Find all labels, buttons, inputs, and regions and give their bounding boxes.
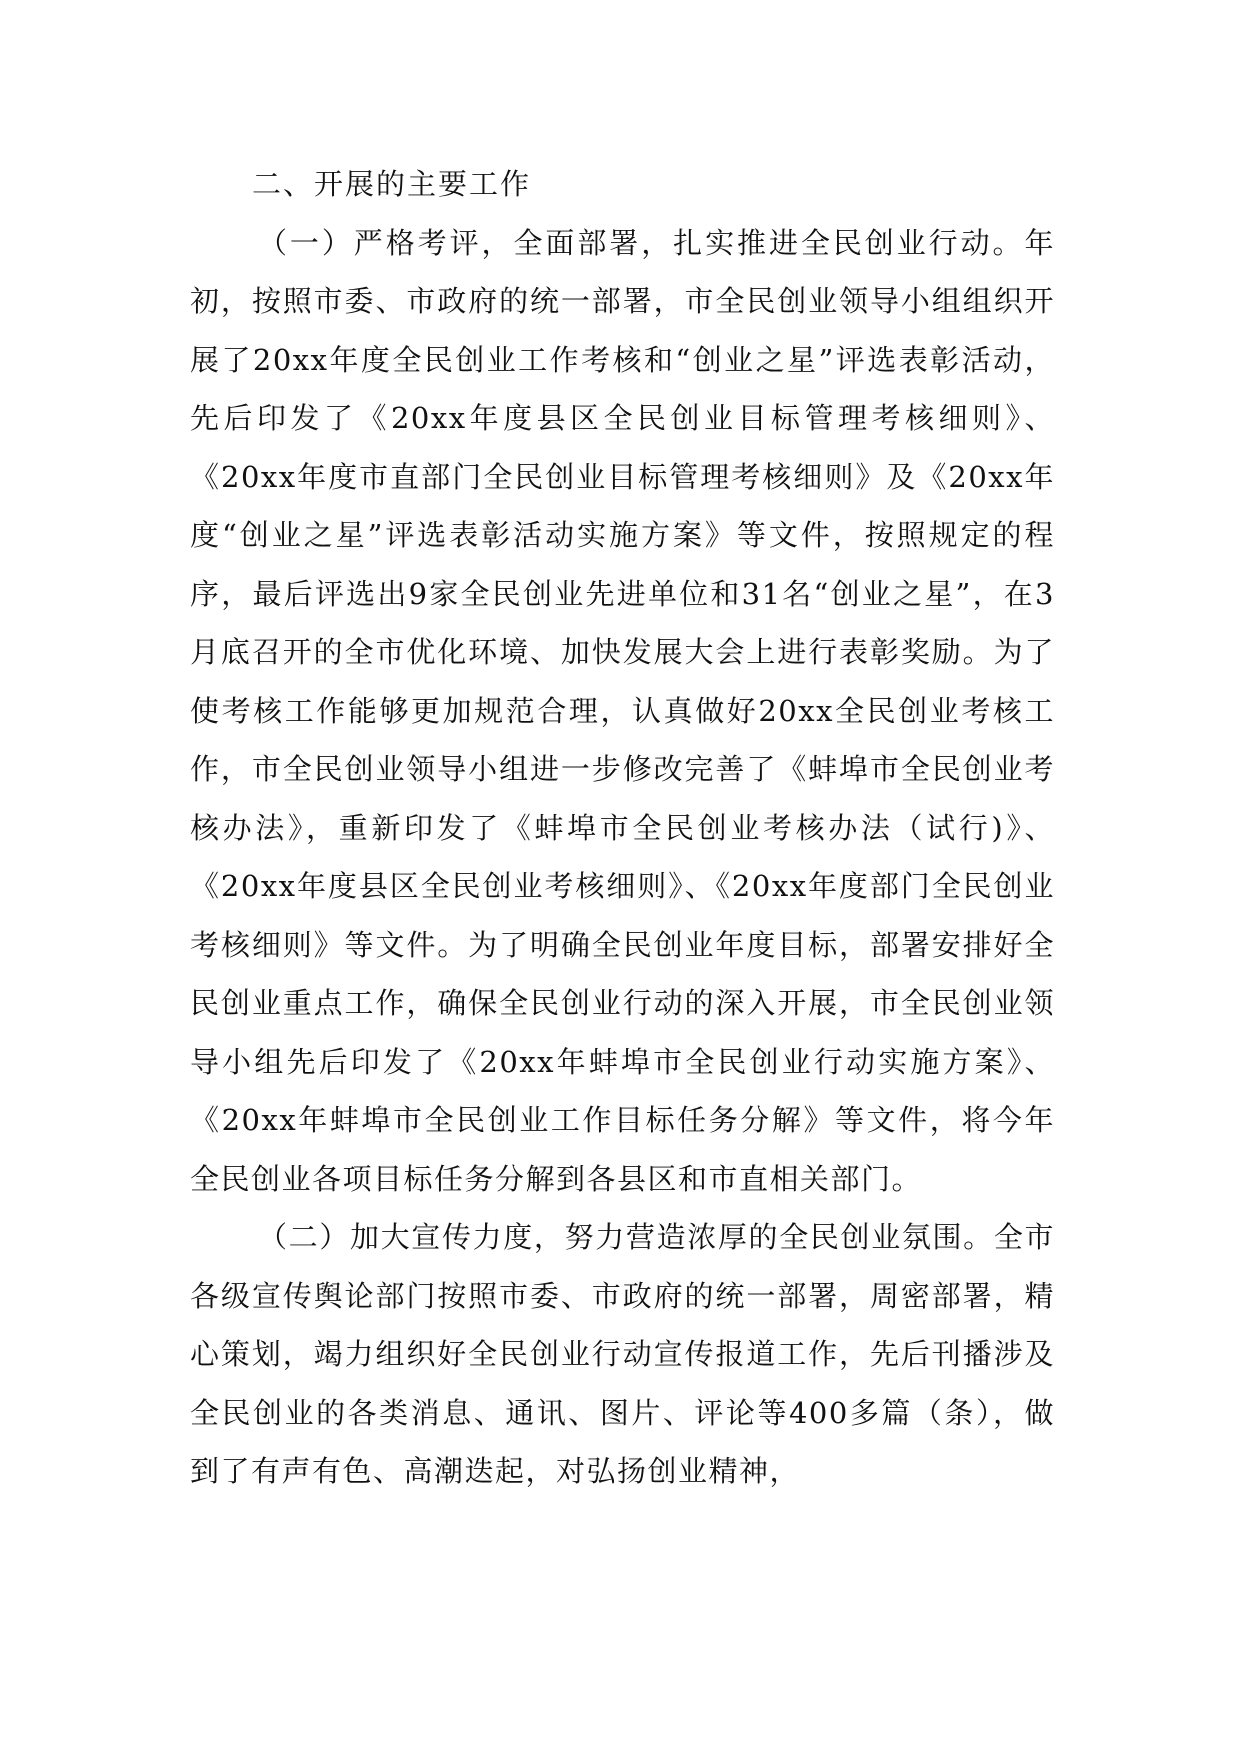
paragraph-2: （二）加大宣传力度，努力营造浓厚的全民创业氛围。全市各级宣传舆论部门按照市委、市政府的统一部署，周密部署，精心策划，竭力组织好全民创业行动宣传报道工作，先后刊播涉及全民创业的各类消息、通讯、图片、评论等400多篇（条），做到了有声有色、高潮迭起，对弘扬创业精神， — [190, 1220, 1055, 1488]
paragraph-1: （一）严格考评，全面部署，扎实推进全民创业行动。年初，按照市委、市政府的统一部署，市全民创业领导小组组织开展了20xx年度全民创业工作考核和“创业之星”评选表彰活动，先后印发了《20xx年度县区全民创业目标管理考核细则》、《20xx年度市直部门全民创业目标管理考核细则》及《20xx年度“创业之星”评选表彰活动实施方案》等文件，按照规定的程序，最后评选出9家全民创业先进单位和31名“创业之星”，在3月底召开的全市优化环境、加快发展大会上进行表彰奖励。为了使考核工作能够更加规范合理，认真做好20xx全民创业考核工作，市全民创业领导小组进一步修改完善了《蚌埠市全民创业考核办法》，重新印发了《蚌埠市全民创业考核办法（试行)》、《20xx年度县区全民创业考核细则》、《20xx年度部门全民创业考核细则》等文件。为了明确全民创业年度目标，部署安排好全民创业重点工作，确保全民创业行动的深入开展，市全民创业领导小组先后印发了《20xx年蚌埠市全民创业行动实施方案》、《20xx年蚌埠市全民创业工作目标任务分解》等文件，将今年全民创业各项目标任务分解到各县区和市直相关部门。 — [190, 225, 1055, 1196]
document-body — [190, 155, 1055, 1501]
section-heading: 二、开展的主要工作 — [252, 167, 532, 201]
